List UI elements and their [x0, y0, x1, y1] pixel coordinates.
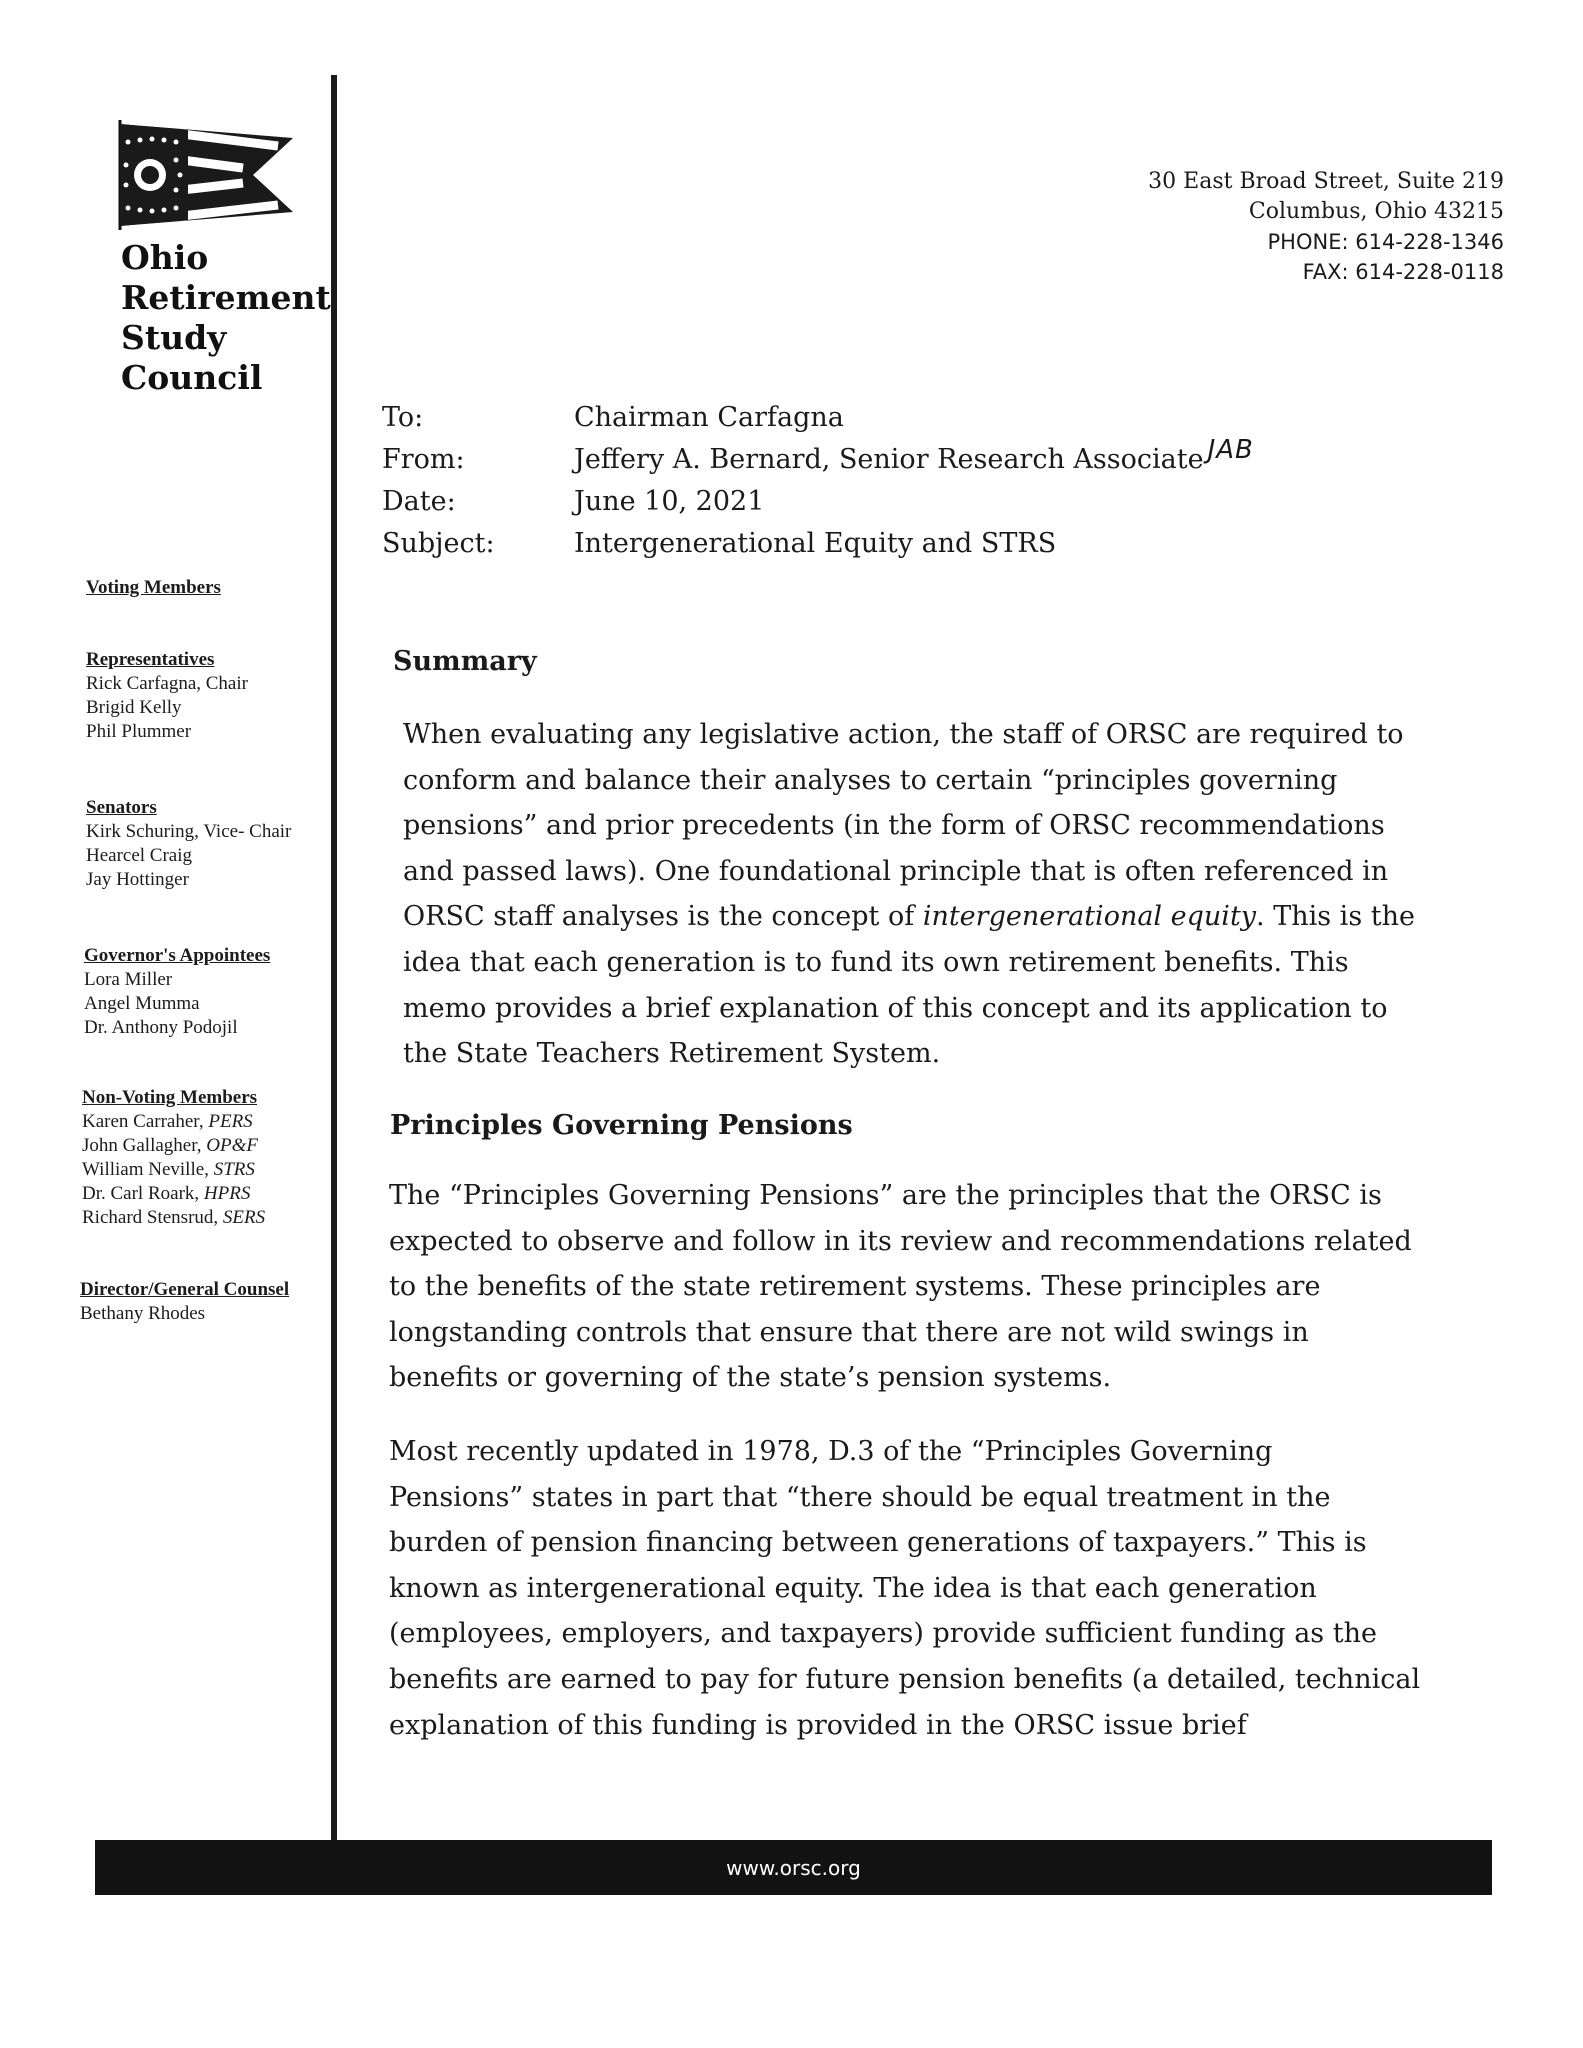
- footer-bar: [95, 1840, 1492, 1895]
- ohio-burgee-flag-icon: [118, 120, 293, 230]
- text-line: explanation of this funding is provided in the ORSC issue brief: [389, 1709, 1247, 1741]
- text-line: longstanding controls that ensure that there are not wild swings in: [389, 1316, 1309, 1348]
- text-line: conform and balance their analyses to certain “principles governing: [403, 764, 1338, 796]
- director-heading: Director/General Counsel: [80, 1279, 290, 1300]
- governors-appointees-group: [84, 944, 270, 1040]
- text-line: known as intergenerational equity. The idea is that each generation: [389, 1572, 1317, 1604]
- memo-date-row: [382, 481, 1254, 523]
- member-name: Bethany Rhodes: [80, 1303, 206, 1324]
- member-name: Angel Mumma: [84, 993, 200, 1014]
- text-line: idea that each generation is to fund its own retirement benefits. This: [403, 946, 1349, 978]
- principles-paragraph-2: [389, 1429, 1420, 1748]
- member-name: Richard Stensrud, SERS: [82, 1207, 266, 1228]
- member-name: Kirk Schuring, Vice- Chair: [86, 821, 292, 842]
- governors-appointees-heading: Governor's Appointees: [84, 945, 271, 966]
- text-line: The “Principles Governing Pensions” are the principles that the ORSC is: [389, 1180, 1382, 1211]
- memo-from-row: [382, 435, 1254, 481]
- memo-subject-row: [382, 523, 1254, 565]
- member-name: Hearcel Craig: [86, 845, 193, 866]
- sidebar-divider: [331, 75, 337, 1845]
- member-name: William Neville, STRS: [82, 1159, 255, 1180]
- summary-heading: Summary: [393, 646, 537, 677]
- member-name: Lora Miller: [84, 969, 173, 990]
- date-label: Date:: [382, 486, 456, 517]
- summary-paragraph: [403, 712, 1415, 1077]
- member-name: Dr. Carl Roark, HPRS: [82, 1183, 251, 1204]
- address-street: 30 East Broad Street, Suite 219: [1148, 169, 1504, 194]
- org-name-line: Council: [121, 358, 263, 397]
- address-fax: FAX: 614-228-0118: [1302, 260, 1504, 284]
- from-label: From:: [382, 444, 465, 475]
- org-name-line: Ohio: [121, 238, 209, 277]
- text-line: pensions” and prior precedents (in the form of ORSC recommendations: [403, 810, 1385, 842]
- senators-heading: Senators: [86, 797, 157, 818]
- handwritten-initials: JAB: [1207, 435, 1254, 465]
- director-group: [80, 1278, 289, 1326]
- org-name-line: Retirement: [121, 278, 331, 317]
- subject-value: Intergenerational Equity and STRS: [574, 528, 1057, 559]
- text-line: When evaluating any legislative action, the staff of ORSC are required to: [403, 719, 1404, 750]
- representatives-heading: Representatives: [86, 649, 215, 670]
- org-name: [121, 238, 331, 398]
- member-name: Brigid Kelly: [86, 697, 182, 718]
- emphasis-term: intergenerational equity: [922, 901, 1257, 933]
- text-line: ORSC staff analyses is the concept of intergenerational equity. This is the: [403, 901, 1415, 933]
- org-name-line: Study: [121, 318, 227, 357]
- date-value: June 10, 2021: [574, 486, 765, 517]
- text-line: the State Teachers Retirement System.: [403, 1038, 941, 1070]
- member-name: Jay Hottinger: [86, 869, 189, 890]
- website-url: www.orsc.org: [726, 1855, 861, 1880]
- member-name: Dr. Anthony Podojil: [84, 1017, 238, 1038]
- text-line: Pensions” states in part that “there should be equal treatment in the: [389, 1481, 1331, 1513]
- office-address: [1148, 167, 1504, 287]
- address-city: Columbus, Ohio 43215: [1248, 199, 1504, 224]
- memo-to-row: [382, 397, 1254, 439]
- text-line: burden of pension financing between generations of taxpayers.” This is: [389, 1527, 1367, 1559]
- text-line: benefits or governing of the state’s pension systems.: [389, 1362, 1112, 1394]
- member-name: Phil Plummer: [86, 721, 192, 742]
- principles-paragraph-1: [389, 1173, 1412, 1401]
- non-voting-members-heading: Non-Voting Members: [82, 1087, 258, 1108]
- representatives-group: [86, 648, 248, 744]
- text-line: benefits are earned to pay for future pension benefits (a detailed, technical: [389, 1663, 1421, 1695]
- text-line: memo provides a brief explanation of this concept and its application to: [403, 992, 1388, 1024]
- principles-heading: Principles Governing Pensions: [390, 1110, 853, 1141]
- member-name: Rick Carfagna, Chair: [86, 673, 248, 694]
- to-value: Chairman Carfagna: [574, 402, 844, 433]
- senators-group: [86, 796, 291, 892]
- memo-header: [382, 397, 1254, 565]
- text-line: Most recently updated in 1978, D.3 of the “Principles Governing: [389, 1436, 1273, 1467]
- subject-label: Subject:: [382, 528, 495, 559]
- non-voting-members-group: [82, 1086, 265, 1230]
- member-name: John Gallagher, OP&F: [82, 1135, 259, 1156]
- text-line: expected to observe and follow in its review and recommendations related: [389, 1225, 1412, 1257]
- text-line: (employees, employers, and taxpayers) provide sufficient funding as the: [389, 1618, 1377, 1650]
- text-line: to the benefits of the state retirement systems. These principles are: [389, 1271, 1321, 1303]
- text-line: and passed laws). One foundational principle that is often referenced in: [403, 855, 1389, 887]
- address-phone: PHONE: 614-228-1346: [1267, 230, 1504, 254]
- member-name: Karen Carraher, PERS: [82, 1111, 253, 1132]
- voting-members-heading: Voting Members: [86, 577, 221, 598]
- from-value: Jeffery A. Bernard, Senior Research Associate: [574, 444, 1204, 475]
- to-label: To:: [382, 402, 424, 433]
